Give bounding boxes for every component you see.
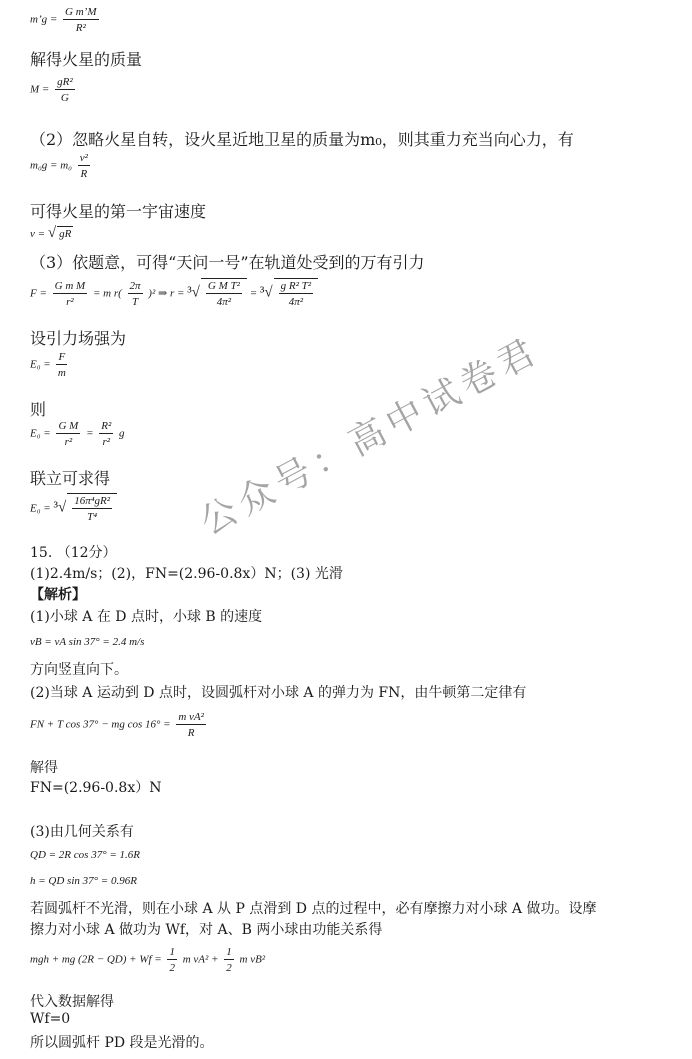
text-p1: 若圆弧杆不光滑，则在小球 A 从 P 点滑到 D 点的过程中，必有摩擦力对小球 A 做功。设摩	[30, 901, 597, 917]
equation-h: h = QD sin 37° = 0.96R	[30, 875, 137, 887]
text-part2: （2）忽略火星自转，设火星近地卫星的质量为m₀，则其重力充当向心力，有	[30, 130, 574, 149]
equation-E0: E₀ = $\frac{F}{m}$	[30, 351, 66, 379]
question-15-title: 15. （12分）	[30, 545, 117, 561]
text-solve: 解得	[30, 760, 58, 776]
equation-QD: QD = 2R cos 37° = 1.6R	[30, 849, 140, 861]
text-a3: (3)由几何关系有	[30, 824, 134, 840]
equation-FN: FN + T cos 37° − mg cos 16° = $\frac{\text{m vA²}}{R}$	[30, 711, 204, 739]
equation-energy: mgh + mg (2R − QD) + Wf = $\frac{1}{2}$ m vA² + $\frac{1}{2}$ m vB²	[30, 946, 266, 974]
text-first-speed: 可得火星的第一宇宙速度	[30, 202, 207, 221]
equation-F: F = $\frac{\text{G m M}}{\text{r²}}$ = m r( $\frac{2\pi}{T}$ )² ⇒ r = ³√ $\frac{\text{G M T²}}{\text{4π²}}$ = ³√ $\frac{\text{g R² T²}}{\text{4π²}}$	[30, 278, 318, 308]
text-direction: 方向竖直向下。	[30, 662, 128, 678]
equation-E0b: E₀ = $\frac{\text{G M}}{\text{r²}}$ = $\frac{\text{R²}}{\text{r²}}$ g	[30, 420, 125, 448]
watermark: 公众号：高中试卷君	[193, 329, 547, 544]
answer-summary: (1)2.4m/s；(2)，FN=(2.96-0.8x）N；(3) 光滑	[30, 566, 343, 582]
text-then: 则	[30, 400, 47, 419]
equation-m0g: m₀g = m₀ $\frac{\text{v²}}{R}$	[30, 152, 88, 180]
equation-M: M = $\frac{\text{gR²}}{G}$	[30, 76, 73, 104]
text-conclusion: 所以圆弧杆 PD 段是光滑的。	[30, 1035, 214, 1051]
text-solve-mass: 解得火星的质量	[30, 50, 143, 69]
text-substitute: 代入数据解得	[30, 994, 114, 1010]
text-field: 设引力场强为	[30, 329, 127, 348]
text-FN-result: FN=(2.96-0.8x）N	[30, 780, 162, 796]
equation-mg: m’g = $\frac{\text{G m’M}}{\text{R²}}$	[30, 6, 97, 34]
equation-v: v = √ gR	[30, 225, 72, 241]
equation-E0c: E₀ = ³√ $\frac{\text{16π⁴gR²}}{\text{T⁴}}$	[30, 493, 117, 523]
text-p2: 擦力对小球 A 做功为 Wf，对 A、B 两小球由功能关系得	[30, 922, 383, 938]
text-a2: (2)当球 A 运动到 D 点时，设圆弧杆对小球 A 的弹力为 FN，由牛顿第二定律有	[30, 685, 527, 701]
text-part3: （3）依题意，可得“天问一号”在轨道处受到的万有引力	[30, 253, 425, 272]
text-a1: (1)小球 A 在 D 点时，小球 B 的速度	[30, 609, 263, 625]
equation-vB: vB = vA sin 37° = 2.4 m/s	[30, 636, 145, 648]
text-combine: 联立可求得	[30, 469, 111, 488]
analysis-heading: 【解析】	[30, 587, 86, 603]
text-Wf: Wf=0	[30, 1011, 71, 1027]
